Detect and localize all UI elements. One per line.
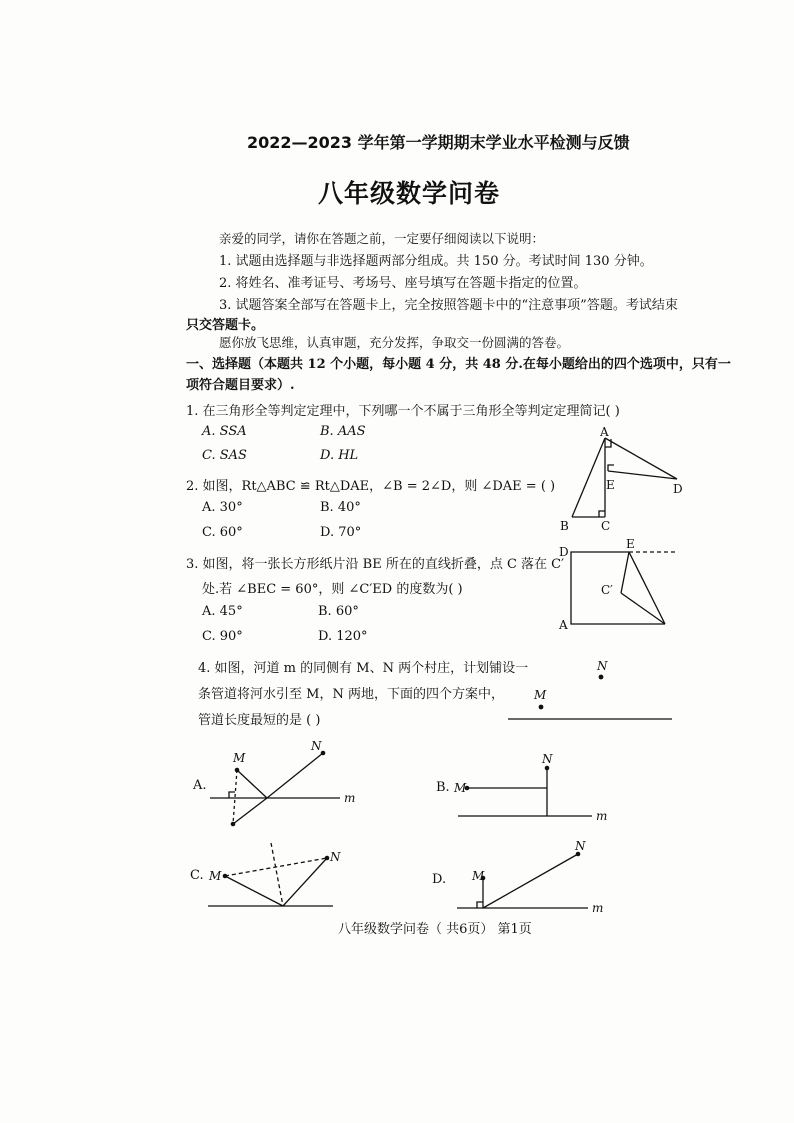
q2-label-d: D bbox=[673, 482, 683, 496]
q2-figure bbox=[555, 425, 683, 535]
q3-stem-cont: 处.若 ∠BEC = 60°，则 ∠C′ED 的度数为( ) bbox=[202, 582, 463, 597]
q2-right-angle-e bbox=[608, 465, 614, 471]
page-title: 八年级数学问卷 bbox=[318, 179, 501, 208]
optB-label-m-river: m bbox=[596, 809, 608, 823]
q3-label-a: A bbox=[559, 618, 568, 632]
optA-label-m-river: m bbox=[344, 791, 356, 805]
q2-option-a: A. 30° bbox=[202, 500, 243, 515]
q2-option-d: D. 70° bbox=[320, 525, 362, 540]
optD-right-angle bbox=[477, 902, 483, 908]
q4-point-n bbox=[599, 675, 604, 680]
q4-figure bbox=[500, 655, 680, 730]
intro-wish: 愿你放飞思维，认真审题，充分发挥，争取交一份圆满的答卷。 bbox=[219, 335, 570, 350]
q4-option-a-label: A. bbox=[193, 778, 207, 793]
optA-right-angle bbox=[229, 792, 235, 798]
q1-stem: 1. 在三角形全等判定定理中，下列哪一个不属于三角形全等判定定理简记( ) bbox=[186, 404, 620, 419]
optA-river-to-n bbox=[267, 753, 323, 798]
page-footer: 八年级数学问卷（ 共6页） 第1页 bbox=[338, 922, 532, 937]
q4-label-m: M bbox=[534, 688, 547, 702]
q4-option-b-figure bbox=[450, 752, 610, 827]
intro-note-2: 2. 将姓名、准考证号、考场号、座号填写在答题卡指定的位置。 bbox=[219, 276, 587, 291]
q3-label-e: E bbox=[626, 537, 635, 551]
optC-point-m bbox=[223, 874, 228, 879]
q2-stem: 2. 如图，Rt△ABC ≌ Rt△DAE，∠B = 2∠D，则 ∠DAE = ( ) bbox=[186, 479, 556, 494]
q4-option-c-label: C. bbox=[190, 868, 204, 883]
optA-label-n: N bbox=[311, 739, 322, 753]
q3-label-d: D bbox=[559, 545, 569, 559]
q2-seg-ab bbox=[572, 438, 605, 517]
q3-option-a: A. 45° bbox=[202, 604, 243, 619]
q2-label-a: A bbox=[600, 425, 609, 439]
optA-point-m-reflect bbox=[231, 822, 236, 827]
q3-option-d: D. 120° bbox=[318, 629, 368, 644]
q4-stem-cont-2: 管道长度最短的是 ( ) bbox=[198, 713, 321, 728]
q3-seg-c1b bbox=[621, 593, 665, 624]
q4-label-n: N bbox=[597, 659, 608, 673]
q4-point-m bbox=[539, 705, 544, 710]
section-heading-cont: 项符合题目要求）. bbox=[186, 378, 295, 393]
optB-label-m: M bbox=[454, 781, 467, 795]
intro-note-3: 3. 试题答案全部写在答题卡上，完全按照答题卡中的“注意事项”答题。考试结束 bbox=[219, 298, 678, 313]
optA-m-to-river bbox=[237, 770, 267, 798]
q3-option-c: C. 90° bbox=[202, 629, 243, 644]
q2-option-b: B. 40° bbox=[320, 500, 361, 515]
q4-option-d-label: D. bbox=[432, 872, 447, 887]
q1-option-c: C. SAS bbox=[202, 448, 247, 463]
q4-option-c-figure bbox=[203, 840, 358, 915]
q2-label-b: B bbox=[560, 519, 569, 533]
q2-option-c: C. 60° bbox=[202, 525, 243, 540]
q1-option-d: D. HL bbox=[320, 448, 359, 463]
q4-option-a-figure bbox=[205, 738, 360, 833]
optC-label-n: N bbox=[330, 850, 341, 864]
intro-note-1: 1. 试题由选择题与非选择题两部分组成。共 150 分。考试时间 130 分钟。 bbox=[219, 254, 653, 269]
optC-label-m: M bbox=[209, 869, 222, 883]
optC-bisector-dashed bbox=[271, 843, 283, 906]
optD-river-to-n bbox=[483, 854, 578, 908]
optC-point-n bbox=[325, 856, 330, 861]
optD-label-m: M bbox=[472, 869, 485, 883]
q3-stem: 3. 如图，将一张长方形纸片沿 BE 所在的直线折叠，点 C 落在 C′ bbox=[186, 557, 565, 572]
optA-reflect-dashed bbox=[233, 770, 237, 824]
q3-figure bbox=[555, 538, 680, 633]
optA-point-m bbox=[235, 768, 240, 773]
intro-note-3-cont: 只交答题卡。 bbox=[186, 318, 265, 333]
q3-option-b: B. 60° bbox=[318, 604, 359, 619]
q3-label-c1: C′ bbox=[601, 583, 613, 597]
intro-greeting: 亲爱的同学，请你在答题之前，一定要仔细阅读以下说明： bbox=[219, 231, 545, 246]
optA-reflect-to-river bbox=[233, 798, 267, 824]
q2-right-angle-c bbox=[599, 511, 605, 517]
q1-option-b: B. AAS bbox=[320, 424, 366, 439]
optA-label-m: M bbox=[233, 751, 246, 765]
optD-label-m-river: m bbox=[592, 901, 604, 915]
q1-option-a: A. SSA bbox=[202, 424, 247, 439]
q2-seg-ad bbox=[605, 438, 677, 479]
q3-seg-eb bbox=[629, 552, 665, 624]
q2-label-c: C bbox=[601, 519, 611, 533]
q4-option-d-figure bbox=[452, 840, 612, 920]
q3-rectangle-edge bbox=[571, 552, 665, 624]
q3-seg-ec1 bbox=[621, 552, 629, 593]
q4-stem: 4. 如图，河道 m 的同侧有 M、N 两个村庄，计划铺设一 bbox=[198, 661, 529, 676]
q2-label-e: E bbox=[606, 478, 615, 492]
q4-option-b-label: B. bbox=[436, 780, 450, 795]
optC-m-to-river bbox=[225, 876, 283, 906]
q2-seg-ed bbox=[608, 471, 677, 479]
exam-title: 2022—2023 学年第一学期期末学业水平检测与反馈 bbox=[247, 133, 630, 152]
optB-point-n bbox=[545, 766, 550, 771]
optD-label-n: N bbox=[575, 839, 586, 853]
q4-stem-cont: 条管道将河水引至 M，N 两地，下面的四个方案中， bbox=[198, 687, 504, 702]
section-heading: 一、选择题（本题共 12 个小题，每小题 4 分，共 48 分.在每小题给出的四个选项中，只有一 bbox=[186, 357, 731, 372]
optB-label-n: N bbox=[542, 752, 553, 766]
